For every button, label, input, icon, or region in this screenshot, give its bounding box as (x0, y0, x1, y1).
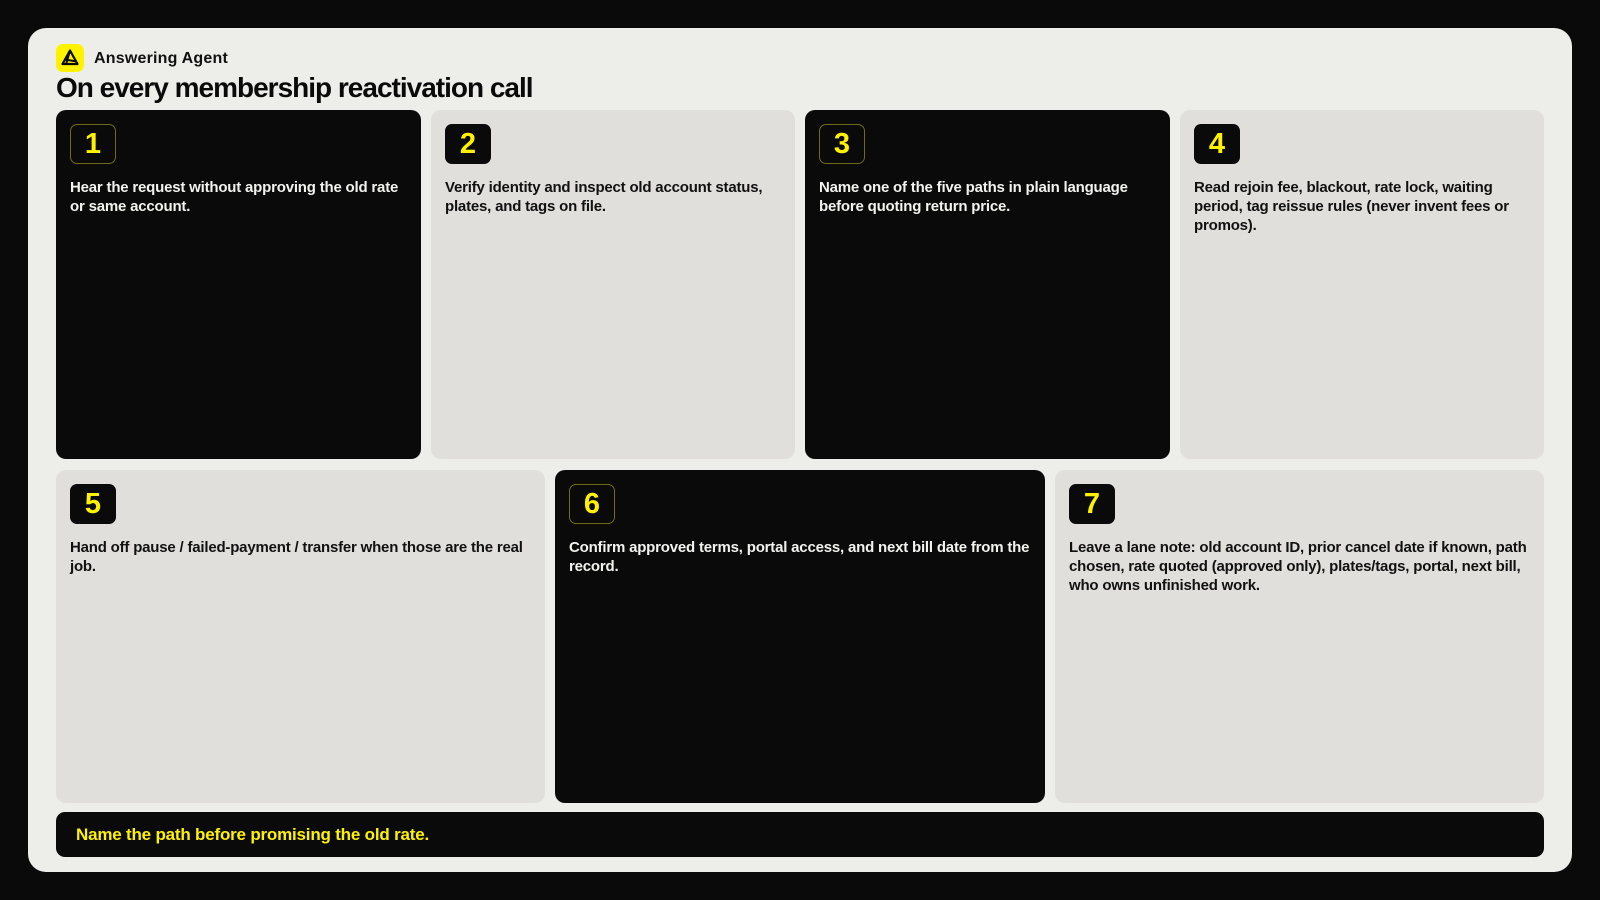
step-text: Hear the request without approving the old rate or same account. (70, 179, 399, 215)
step-card-5 (56, 470, 545, 803)
brand-name: Answering Agent (94, 50, 228, 67)
step-number-badge: 3 (819, 124, 865, 164)
step-card-3 (805, 110, 1170, 459)
page-title: On every membership reactivation call (56, 72, 533, 103)
brand-logo (56, 44, 84, 72)
step-number-badge: 4 (1194, 124, 1240, 164)
triangle-logo-icon (60, 48, 80, 68)
step-card-7 (1055, 470, 1544, 803)
step-text: Leave a lane note: old account ID, prior cancel date if known, path chosen, rate quoted (approved only), plates/tags, portal, next bill, who owns unfinished work. (1069, 539, 1527, 594)
step-number-badge: 1 (70, 124, 116, 164)
step-card-2 (431, 110, 795, 459)
step-text: Confirm approved terms, portal access, and next bill date from the record. (569, 539, 1030, 575)
step-card-6 (555, 470, 1045, 803)
step-number-badge: 5 (70, 484, 116, 524)
step-text: Name one of the five paths in plain language before quoting return price. (819, 179, 1128, 215)
step-number-badge: 6 (569, 484, 615, 524)
footer-banner: Name the path before promising the old rate. (56, 812, 1544, 857)
step-text: Hand off pause / failed-payment / transfer when those are the real job. (70, 539, 523, 575)
step-number-badge: 2 (445, 124, 491, 164)
step-text: Read rejoin fee, blackout, rate lock, waiting period, tag reissue rules (never invent fees or promos). (1194, 179, 1509, 234)
step-number-badge: 7 (1069, 484, 1115, 524)
step-text: Verify identity and inspect old account status, plates, and tags on file. (445, 179, 763, 215)
step-card-1 (56, 110, 421, 459)
main-panel (28, 28, 1572, 872)
step-card-4 (1180, 110, 1544, 459)
